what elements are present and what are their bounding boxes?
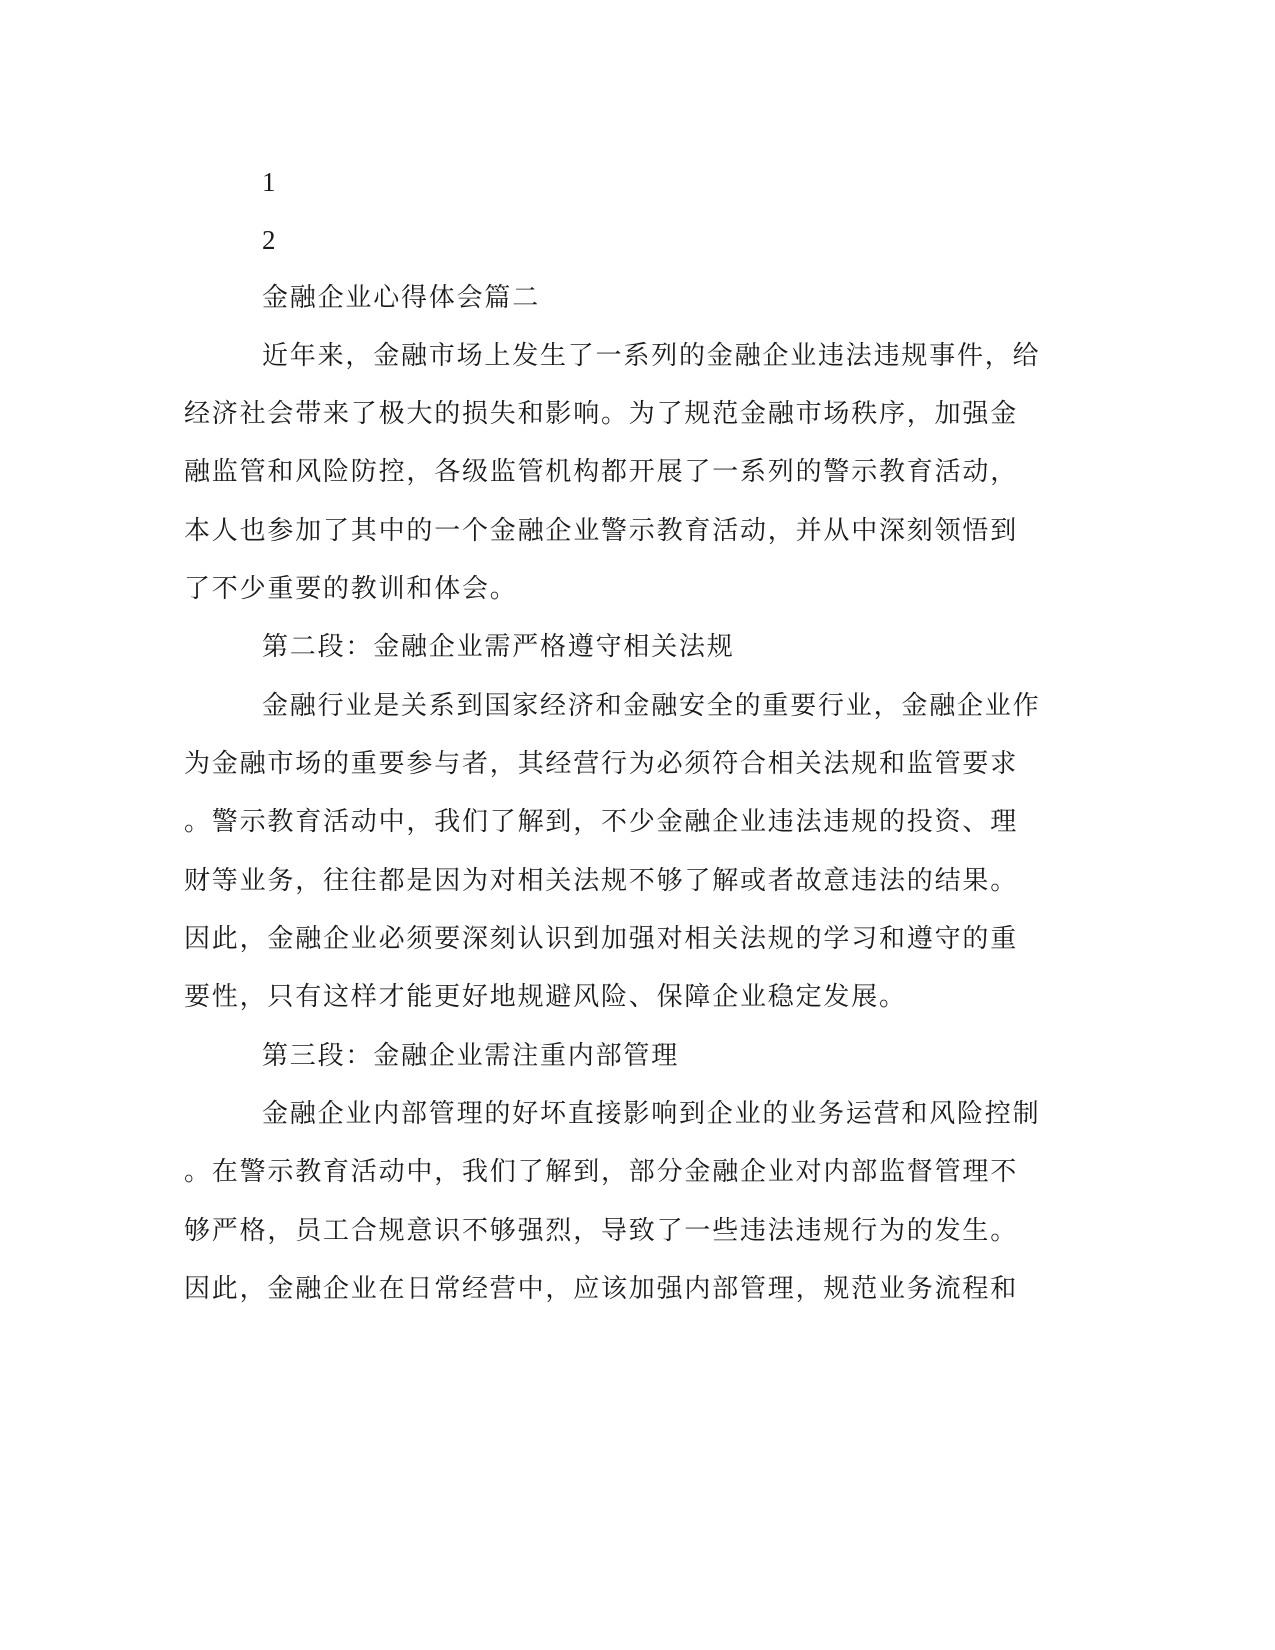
paragraph-3-line-2: 。在警示教育活动中，我们了解到，部分金融企业对内部监督管理不 [184, 1157, 1019, 1187]
page-number-2: 2 [262, 225, 276, 255]
paragraph-3-line-1: 金融企业内部管理的好坏直接影响到企业的业务运营和风险控制 [262, 1099, 1041, 1129]
paragraph-2-line-1: 金融行业是关系到国家经济和金融安全的重要行业，金融企业作 [262, 691, 1041, 721]
paragraph-3-line-3: 够严格，员工合规意识不够强烈，导致了一些违法违规行为的发生。 [184, 1216, 1019, 1246]
paragraph-1-line-3: 融监管和风险防控，各级监管机构都开展了一系列的警示教育活动， [184, 457, 1019, 487]
paragraph-2-line-4: 财等业务，往往都是因为对相关法规不够了解或者故意违法的结果。 [184, 866, 1019, 896]
paragraph-2-line-3: 。警示教育活动中，我们了解到，不少金融企业违法违规的投资、理 [184, 807, 1019, 837]
section-heading-3: 第三段：金融企业需注重内部管理 [262, 1041, 680, 1071]
paragraph-2-line-2: 为金融市场的重要参与者，其经营行为必须符合相关法规和监管要求 [184, 749, 1019, 779]
paragraph-1-line-5: 了不少重要的教训和体会。 [184, 574, 518, 604]
paragraph-3-line-4: 因此，金融企业在日常经营中，应该加强内部管理，规范业务流程和 [184, 1274, 1019, 1304]
paragraph-2-line-5: 因此，金融企业必须要深刻认识到加强对相关法规的学习和遵守的重 [184, 924, 1019, 954]
paragraph-1-line-2: 经济社会带来了极大的损失和影响。为了规范金融市场秩序，加强金 [184, 399, 1019, 429]
paragraph-1-line-1: 近年来，金融市场上发生了一系列的金融企业违法违规事件，给 [262, 341, 1041, 371]
section-heading-2: 第二段：金融企业需严格遵守相关法规 [262, 632, 735, 662]
page-number-1: 1 [262, 167, 276, 197]
paragraph-1-line-4: 本人也参加了其中的一个金融企业警示教育活动，并从中深刻领悟到 [184, 516, 1019, 546]
paragraph-2-line-6: 要性，只有这样才能更好地规避风险、保障企业稳定发展。 [184, 982, 907, 1012]
document-title: 金融企业心得体会篇二 [262, 283, 541, 313]
